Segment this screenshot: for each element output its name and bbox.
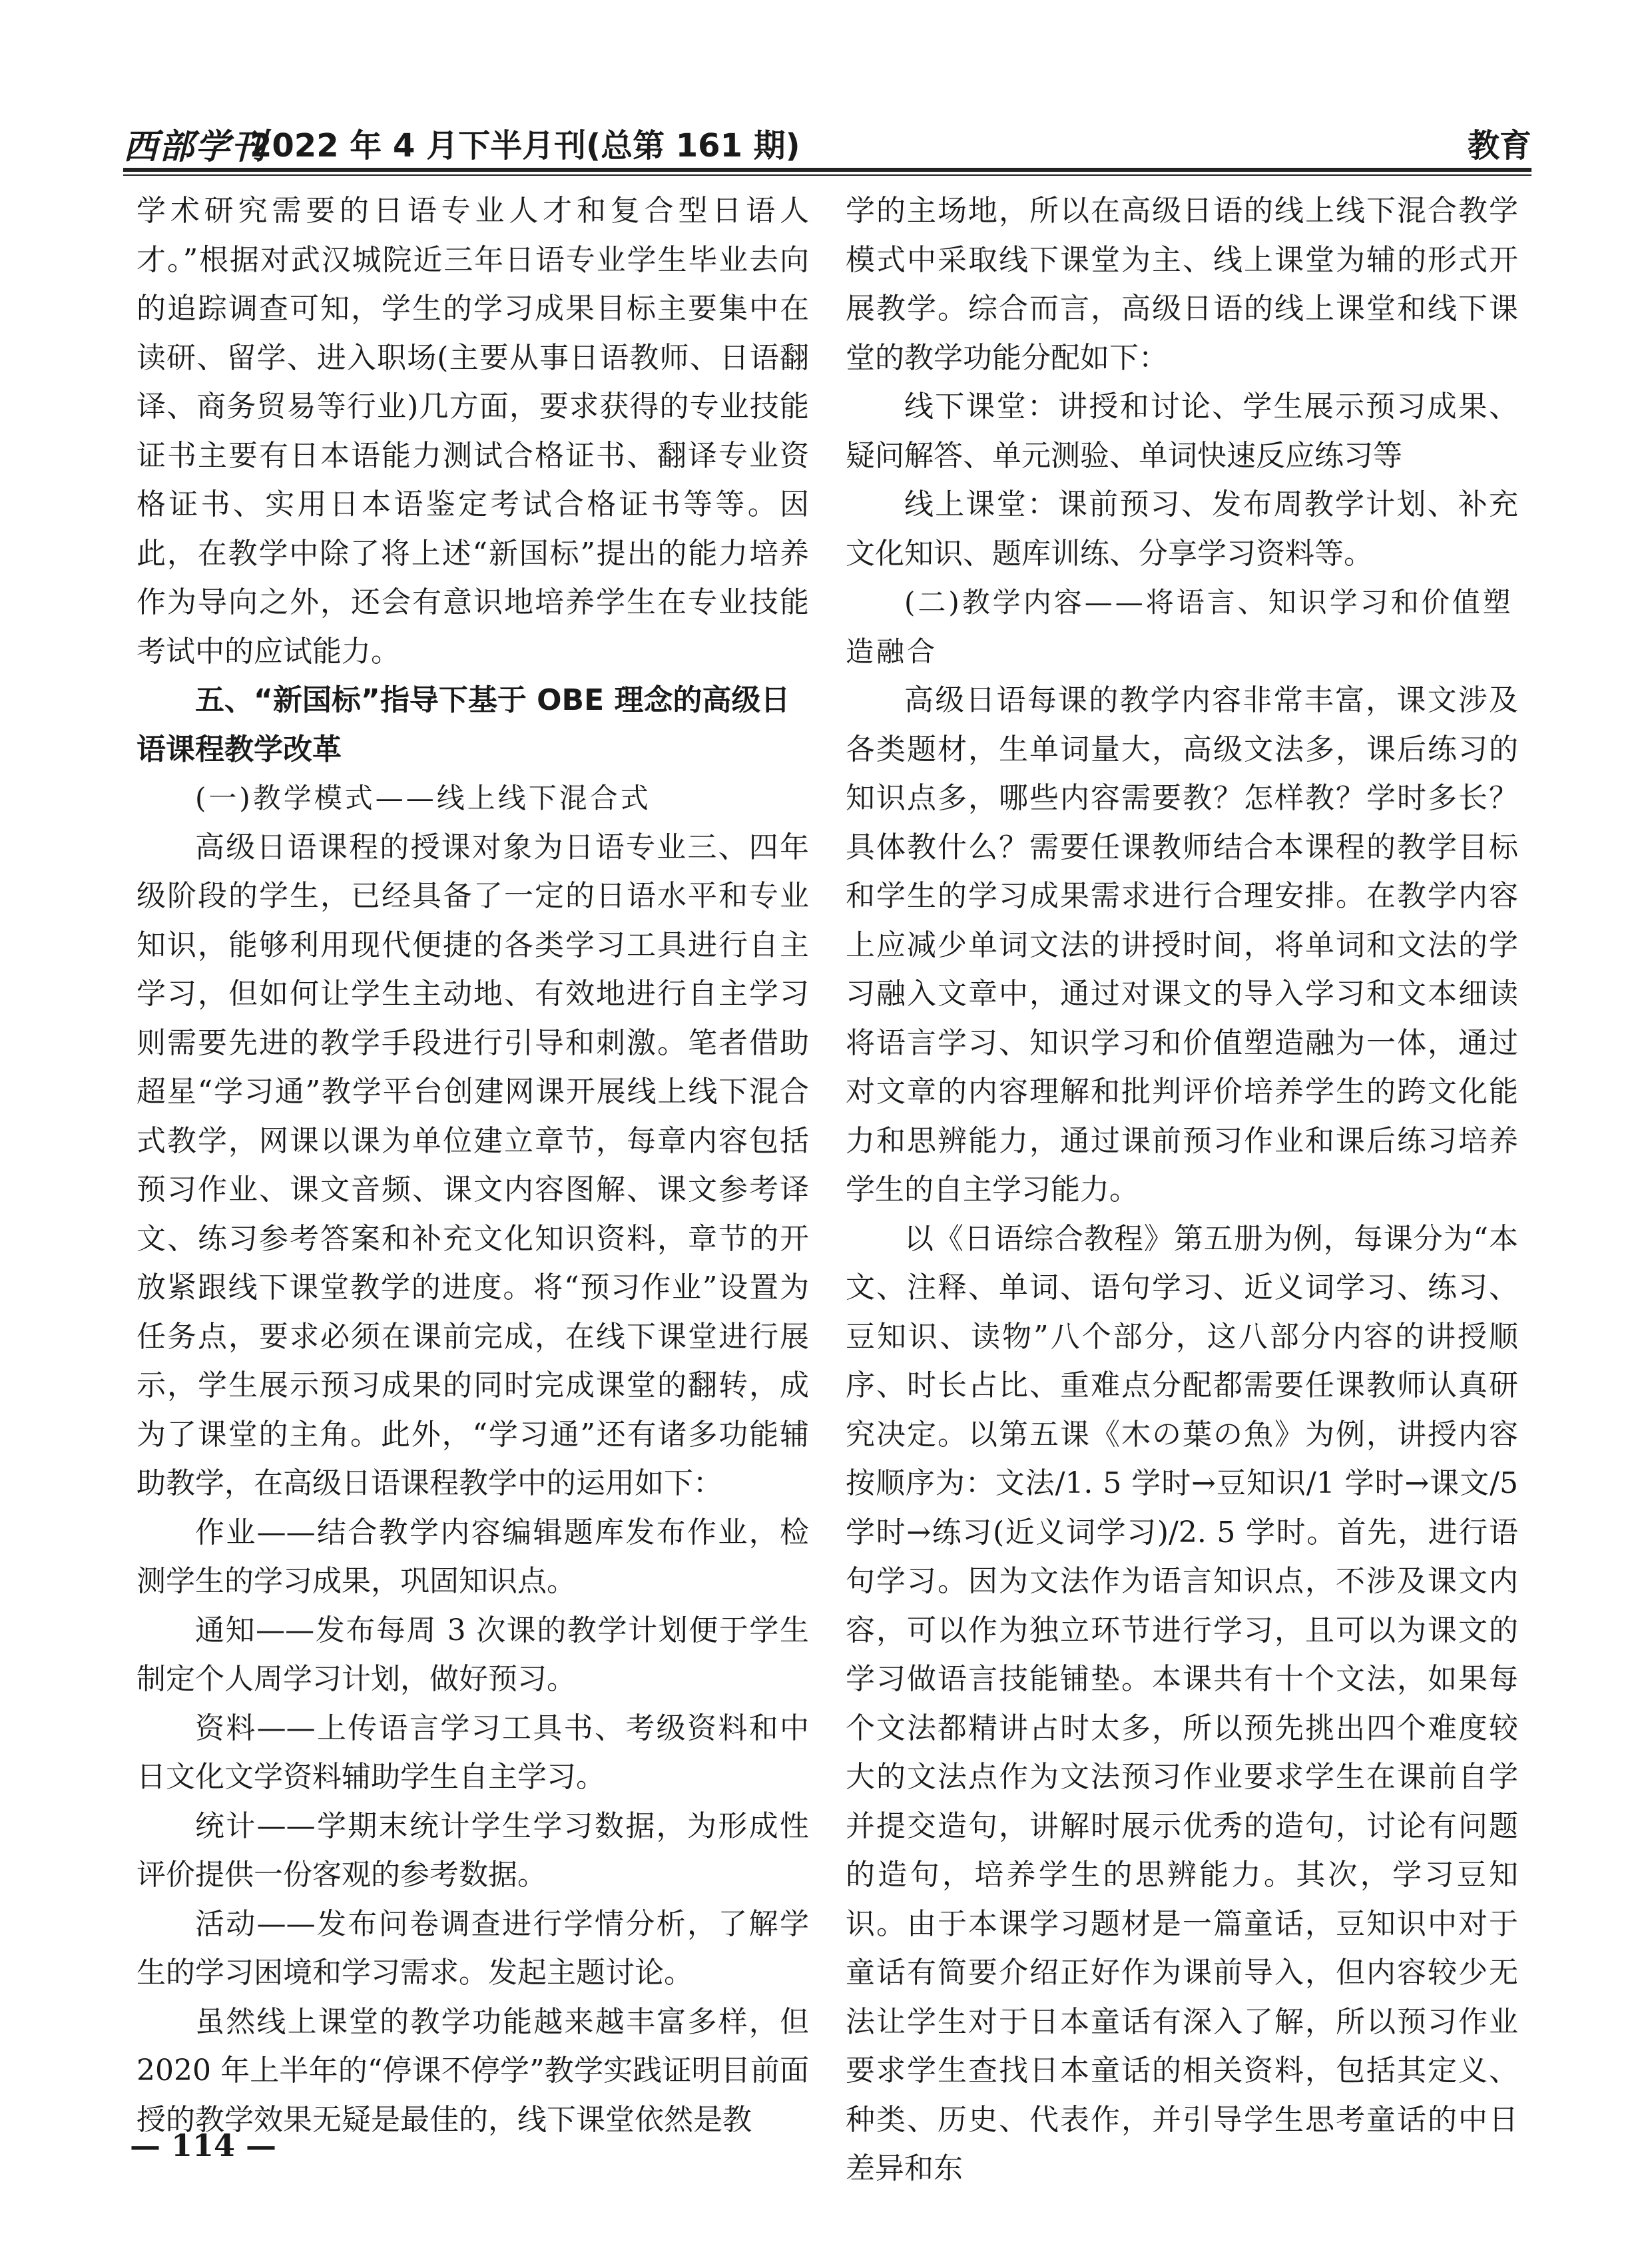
header-rule-thin bbox=[123, 174, 1531, 176]
section-name: 教育 bbox=[1467, 127, 1531, 164]
paragraph: 线上课堂：课前预习、发布周教学计划、补充文化知识、题库训练、分享学习资料等。 bbox=[846, 487, 1518, 571]
paragraph: 虽然线上课堂的教学功能越来越丰富多样，但 2020 年上半年的“停课不停学”教学实践证明目前面授的教学效果无疑是最佳的，线下课堂依然是教 bbox=[137, 2004, 809, 2137]
paragraph: 学的主场地，所以在高级日语的线上线下混合教学模式中采取线下课堂为主、线上课堂为辅的形式开展教学。综合而言，高级日语的线上课堂和线下课堂的教学功能分配如下： bbox=[846, 194, 1518, 375]
paragraph: 统计——学期末统计学生学习数据，为形成性评价提供一份客观的参考数据。 bbox=[137, 1809, 809, 1892]
right-column bbox=[846, 186, 1518, 2185]
paragraph: 线下课堂：讲授和讨论、学生展示预习成果、疑问解答、单元测验、单词快速反应练习等 bbox=[846, 390, 1518, 473]
issue-info: 2022 年 4 月下半月刊(总第 161 期) bbox=[250, 127, 800, 164]
journal-logo: 西部学刊 bbox=[123, 127, 268, 167]
subsection-heading: (二)教学内容——将语言、知识学习和价值塑造融合 bbox=[846, 586, 1514, 668]
paragraph: 通知——发布每周 3 次课的教学计划便于学生制定个人周学习计划，做好预习。 bbox=[137, 1613, 809, 1696]
paragraph: 作业——结合教学内容编辑题库发布作业，检测学生的学习成果，巩固知识点。 bbox=[137, 1515, 809, 1598]
section-heading: 五、“新国标”指导下基于 OBE 理念的高级日语课程教学改革 bbox=[137, 683, 790, 766]
paragraph: 高级日语课程的授课对象为日语专业三、四年级阶段的学生，已经具备了一定的日语水平和专业知识，能够利用现代便捷的各类学习工具进行自主学习，但如何让学生主动地、有效地进行自主学习则需要先进的教学手段进行引导和刺激。笔者借助超星“学习通”教学平台创建网课开展线上线下混合式教学，网课以课为单位建立章节，每章内容包括预习作业、课文音频、课文内容图解、课文参考译文、练习参考答案和补充文化知识资料，章节的开放紧跟线下课堂教学的进度。将“预习作业”设置为任务点，要求必须在课前完成，在线下课堂进行展示，学生展示预习成果的同时完成课堂的翻转，成为了课堂的主角。此外，“学习通”还有诸多功能辅助教学，在高级日语课程教学中的运用如下： bbox=[137, 830, 809, 1500]
left-column bbox=[137, 186, 809, 2137]
paragraph: 活动——发布问卷调查进行学情分析，了解学生的学习困境和学习需求。发起主题讨论。 bbox=[137, 1906, 809, 1990]
subsection-heading: (一)教学模式——线上线下混合式 bbox=[195, 782, 651, 814]
paragraph: 资料——上传语言学习工具书、考级资料和中日文化文学资料辅助学生自主学习。 bbox=[137, 1711, 809, 1794]
page-header bbox=[123, 115, 1531, 167]
paragraph: 学术研究需要的日语专业人才和复合型日语人才。”根据对武汉城院近三年日语专业学生毕业去向的追踪调查可知，学生的学习成果目标主要集中在读研、留学、进入职场(主要从事日语教师、日语翻译、商务贸易等行业)几方面，要求获得的专业技能证书主要有日本语能力测试合格证书、翻译专业资格证书、实用日本语鉴定考试合格证书等等。因此，在教学中除了将上述“新国标”提出的能力培养作为导向之外，还会有意识地培养学生在专业技能考试中的应试能力。 bbox=[137, 194, 809, 669]
page-number: — 114 — bbox=[130, 2127, 277, 2163]
paragraph: 高级日语每课的教学内容非常丰富，课文涉及各类题材，生单词量大，高级文法多，课后练习的知识点多，哪些内容需要教？怎样教？学时多长？具体教什么？需要任课教师结合本课程的教学目标和学生的学习成果需求进行合理安排。在教学内容上应减少单词文法的讲授时间，将单词和文法的学习融入文章中，通过对课文的导入学习和文本细读将语言学习、知识学习和价值塑造融为一体，通过对文章的内容理解和批判评价培养学生的跨文化能力和思辨能力，通过课前预习作业和课后练习培养学生的自主学习能力。 bbox=[846, 683, 1518, 1207]
header-rule-thick bbox=[123, 168, 1531, 172]
paragraph: 以《日语综合教程》第五册为例，每课分为“本文、注释、单词、语句学习、近义词学习、练习、豆知识、读物”八个部分，这八部分内容的讲授顺序、时长占比、重难点分配都需要任课教师认真研究决定。以第五课《木の葉の魚》为例，讲授内容按顺序为：文法/1. 5 学时→豆知识/1 学时→课文/5 学时→练习(近义词学习)/2. 5 学时。首先，进行语句学习。因为文法作为语言知识点，不涉及课文内容，可以作为独立环节进行学习，且可以为课文的学习做语言技能铺垫。本课共有十个文法，如果每个文法都精讲占时太多，所以预先挑出四个难度较大的文法点作为文法预习作业要求学生在课前自学并提交造句，讲解时展示优秀的造句，讨论有问题的造句，培养学生的思辨能力。其次，学习豆知识。由于本课学习题材是一篇童话，豆知识中对于童话有简要介绍正好作为课前导入，但内容较少无法让学生对于日本童话有深入了解，所以预习作业要求学生查找日本童话的相关资料，包括其定义、种类、历史、代表作，并引导学生思考童话的中日差异和东 bbox=[846, 1221, 1518, 2185]
